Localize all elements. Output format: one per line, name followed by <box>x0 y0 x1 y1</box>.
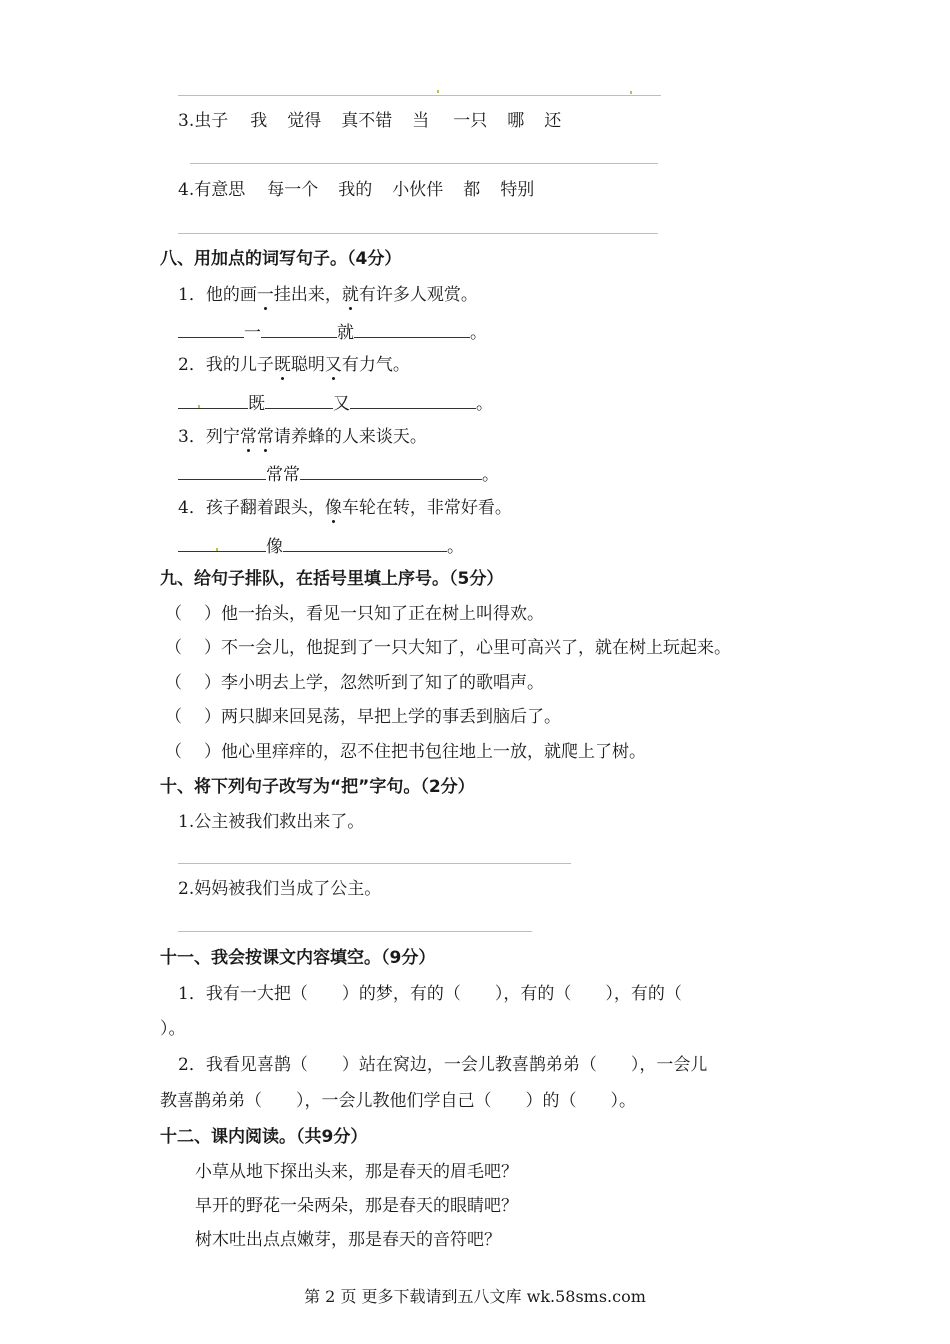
speck <box>437 90 439 93</box>
q8-answer-3: 常常 。 <box>178 461 499 487</box>
rewrite-item: 2.妈妈被我们当成了公主。 <box>178 879 382 899</box>
speck <box>630 91 632 94</box>
word: 真不错 <box>341 111 393 131</box>
reading-line: 树木吐出点点嫩芽，那是春天的音符吧？ <box>195 1230 501 1250</box>
fill-blank-item-1: 1．我有一大把（ ）的梦，有的（ ），有的（ ），有的（ <box>178 984 682 1004</box>
word: 特别 <box>500 180 535 200</box>
answer-blank[interactable] <box>178 533 266 552</box>
q8-answer-2: 既 又 。 <box>178 390 493 416</box>
dotted-word: 常 <box>239 427 257 447</box>
dotted-word: 一 <box>256 285 274 305</box>
q8-answer-1: 一 就 。 <box>178 319 487 345</box>
word-order-item-3 <box>178 109 561 133</box>
dotted-word: 就 <box>341 285 359 305</box>
dotted-word: 像 <box>324 498 342 518</box>
word: 每一个 <box>267 180 319 200</box>
ordering-item: （ ）不一会儿，他捉到了一只大知了，心里可高兴了，就在树上玩起来。 <box>165 638 731 658</box>
reading-line: 小草从地下探出头来，那是春天的眉毛吧？ <box>195 1162 518 1182</box>
section-heading: 十二、课内阅读。（共9分） <box>160 1127 368 1147</box>
word: 小伙伴 <box>392 180 444 200</box>
rewrite-item: 1.公主被我们救出来了。 <box>178 812 365 832</box>
ordering-item: （ ）两只脚来回晃荡，早把上学的事丢到脑后了。 <box>165 707 561 727</box>
answer-line[interactable] <box>190 163 658 164</box>
answer-line[interactable] <box>178 95 661 96</box>
section-heading: 十、将下列句子改写为“把”字句。（2分） <box>160 777 475 797</box>
answer-line[interactable] <box>178 863 571 864</box>
section-heading: 九、给句子排队，在括号里填上序号。（5分） <box>160 569 504 589</box>
dotted-word: 常 <box>256 427 274 447</box>
fill-blank-item-1-cont: ）。 <box>160 1019 186 1039</box>
answer-blank[interactable] <box>178 390 248 409</box>
answer-blank[interactable] <box>300 461 482 480</box>
section-heading: 十一、我会按课文内容填空。（9分） <box>160 948 436 968</box>
word: 都 <box>463 180 481 200</box>
ordering-item: （ ）李小明去上学，忽然听到了知了的歌唱声。 <box>165 673 544 693</box>
word: 觉得 <box>287 111 322 131</box>
q8-sentence-1: 1．他的画一挂出来，就有许多人观赏。 <box>178 285 478 305</box>
answer-line[interactable] <box>178 233 658 234</box>
q8-answer-4: 像 。 <box>178 533 464 559</box>
speck <box>198 405 200 408</box>
item-number: 4. <box>178 180 195 200</box>
answer-blank[interactable] <box>265 390 333 409</box>
ordering-item: （ ）他心里痒痒的，忍不住把书包往地上一放，就爬上了树。 <box>165 742 646 762</box>
dotted-word: 既 <box>273 355 291 375</box>
answer-blank[interactable] <box>178 461 266 480</box>
word: 虫子 <box>194 111 229 131</box>
word: 我 <box>250 111 268 131</box>
answer-line[interactable] <box>178 931 532 932</box>
fill-blank-item-2: 2．我看见喜鹊（ ）站在窝边，一会儿教喜鹊弟弟（ ），一会儿 <box>178 1055 708 1075</box>
q8-sentence-4: 4．孩子翻着跟头，像车轮在转，非常好看。 <box>178 498 512 518</box>
item-number: 3. <box>178 111 195 131</box>
word: 当 <box>412 111 430 131</box>
answer-blank[interactable] <box>354 319 470 338</box>
fill-blank-item-2-cont: 教喜鹊弟弟（ ），一会儿教他们学自己（ ）的（ ）。 <box>160 1091 636 1111</box>
speck <box>216 548 218 551</box>
dotted-word: 又 <box>324 355 342 375</box>
section-heading: 八、用加点的词写句子。（4分） <box>160 249 402 269</box>
q8-sentence-2: 2．我的儿子既聪明又有力气。 <box>178 355 410 375</box>
word: 有意思 <box>194 180 246 200</box>
word: 哪 <box>507 111 525 131</box>
reading-line: 早开的野花一朵两朵，那是春天的眼睛吧？ <box>195 1196 518 1216</box>
answer-blank[interactable] <box>261 319 337 338</box>
answer-blank[interactable] <box>178 319 244 338</box>
word-order-item-4 <box>178 178 534 202</box>
word: 我的 <box>338 180 373 200</box>
q8-sentence-3: 3．列宁常常请养蜂的人来谈天。 <box>178 427 427 447</box>
answer-blank[interactable] <box>350 390 476 409</box>
answer-blank[interactable] <box>283 533 447 552</box>
page-footer: 第 2 页 更多下载请到五八文库 wk.58sms.com <box>304 1287 646 1306</box>
word: 还 <box>544 111 562 131</box>
word: 一只 <box>453 111 488 131</box>
ordering-item: （ ）他一抬头，看见一只知了正在树上叫得欢。 <box>165 604 544 624</box>
